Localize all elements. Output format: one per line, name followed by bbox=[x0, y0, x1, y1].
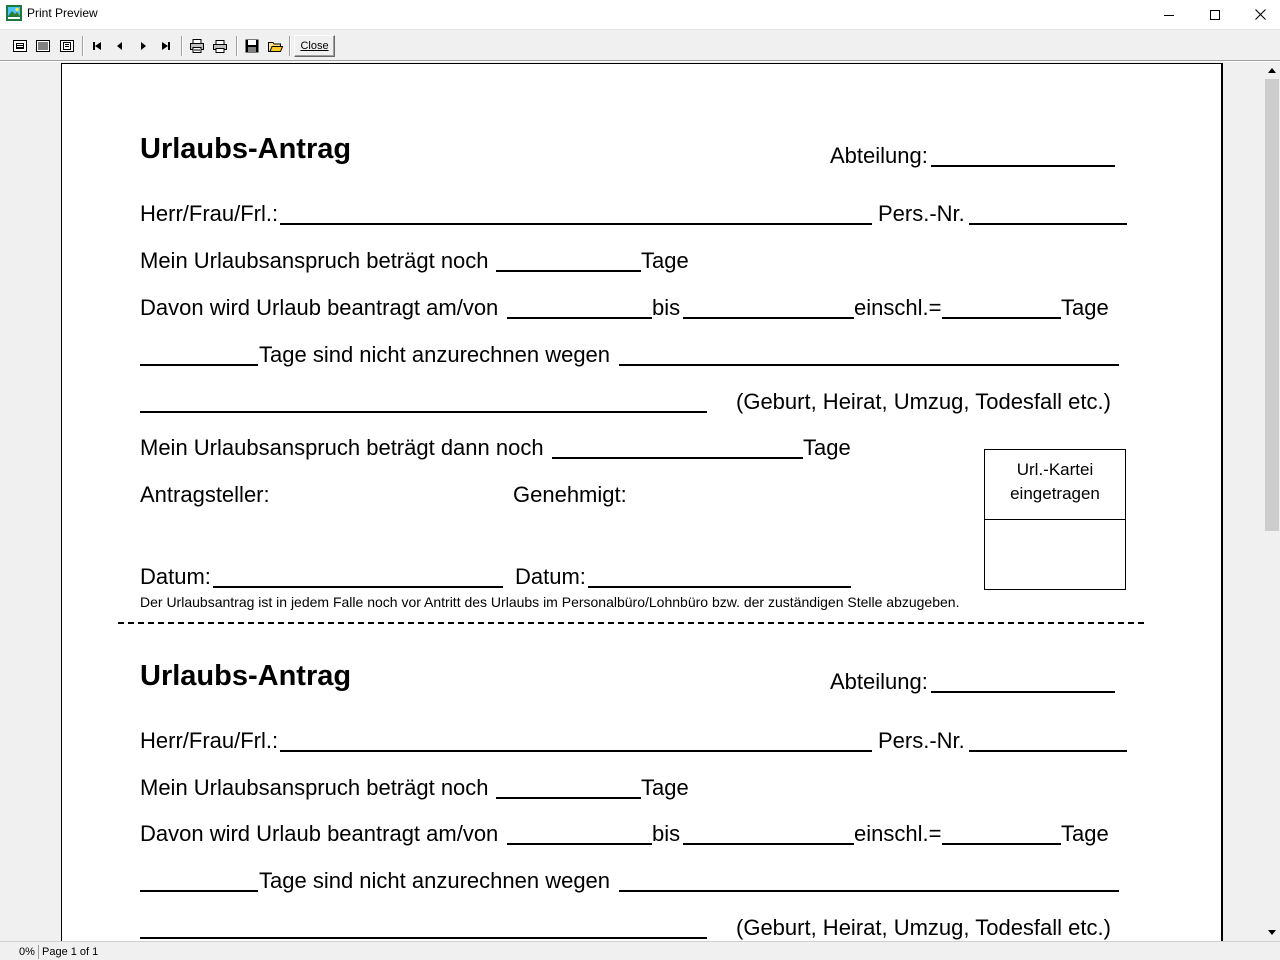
persnr-line bbox=[969, 750, 1127, 752]
persnr-label: Pers.-Nr. bbox=[878, 201, 965, 226]
von-line bbox=[507, 317, 652, 319]
datum-line bbox=[588, 586, 851, 588]
nicht-anzurechnen-days-line bbox=[140, 890, 258, 892]
persnr-label: Pers.-Nr. bbox=[878, 728, 965, 753]
first-page-button[interactable] bbox=[87, 37, 107, 55]
reason-line bbox=[140, 937, 707, 939]
wegen-line bbox=[619, 364, 1119, 366]
tage-label: Tage bbox=[1061, 295, 1109, 320]
abteilung-line bbox=[931, 691, 1115, 693]
page-indicator: Page 1 of 1 bbox=[42, 946, 99, 958]
abteilung-label: Abteilung: bbox=[830, 143, 928, 168]
anspruch-label: Mein Urlaubsanspruch beträgt noch bbox=[140, 775, 489, 800]
abteilung-line bbox=[931, 165, 1115, 167]
zoom-icon bbox=[59, 38, 75, 54]
anspruch-line bbox=[496, 797, 641, 799]
reasons-hint: (Geburt, Heirat, Umzug, Todesfall etc.) bbox=[736, 389, 1111, 414]
anspruch-dann-label: Mein Urlaubsanspruch beträgt dann noch bbox=[140, 435, 544, 460]
print-preview-app-icon bbox=[6, 5, 22, 21]
antragsteller-label: Antragsteller: bbox=[140, 482, 270, 507]
kartei-label-line1: Url.-Kartei bbox=[1016, 460, 1094, 479]
beantragt-label: Davon wird Urlaub beantragt am/von bbox=[140, 295, 499, 320]
minimize-icon bbox=[1164, 10, 1174, 20]
nicht-anzurechnen-label: Tage sind nicht anzurechnen wegen bbox=[259, 342, 611, 367]
maximize-button[interactable] bbox=[1192, 0, 1238, 29]
window-close-button[interactable] bbox=[1237, 0, 1280, 29]
anspruch-label: Mein Urlaubsanspruch beträgt noch bbox=[140, 248, 489, 273]
name-label: Herr/Frau/Frl.: bbox=[140, 201, 279, 226]
tage-label: Tage bbox=[1061, 821, 1109, 846]
status-bar bbox=[0, 941, 1280, 960]
maximize-icon bbox=[1210, 10, 1220, 20]
name-line bbox=[280, 223, 872, 225]
save-icon bbox=[244, 38, 260, 54]
open-button[interactable] bbox=[265, 37, 285, 55]
cut-line bbox=[118, 622, 1144, 624]
chevron-up-icon bbox=[1268, 68, 1276, 73]
chevron-down-icon bbox=[1268, 930, 1276, 935]
anspruch-line bbox=[496, 270, 641, 272]
zoom-button[interactable] bbox=[57, 37, 77, 55]
open-icon bbox=[267, 38, 283, 54]
datum-label: Datum: bbox=[140, 564, 211, 589]
wegen-line bbox=[619, 890, 1119, 892]
submission-note: Der Urlaubsantrag ist in jedem Falle noch vor Antritt des Urlaubs im Personalbüro/Lohnbüro bzw. der zuständigen Stelle abzugeben. bbox=[140, 594, 960, 610]
print-button[interactable] bbox=[210, 37, 230, 55]
toolbar bbox=[0, 29, 1280, 61]
minimize-button[interactable] bbox=[1146, 0, 1192, 29]
next-page-icon bbox=[137, 40, 149, 52]
datum-line bbox=[213, 586, 503, 588]
kartei-label-line2: eingetragen bbox=[1010, 484, 1100, 503]
page-width-icon bbox=[12, 38, 28, 54]
print-icon bbox=[212, 38, 228, 54]
einschl-label: einschl.= bbox=[854, 295, 942, 320]
bis-line bbox=[683, 843, 854, 845]
status-divider bbox=[38, 945, 39, 959]
preview-area bbox=[0, 62, 1264, 941]
scroll-down-button[interactable] bbox=[1264, 924, 1280, 941]
bis-line bbox=[683, 317, 854, 319]
name-label: Herr/Frau/Frl.: bbox=[140, 728, 279, 753]
next-page-button[interactable] bbox=[133, 37, 153, 55]
close-icon bbox=[1255, 9, 1266, 20]
abteilung-label: Abteilung: bbox=[830, 669, 928, 694]
einschl-line bbox=[942, 843, 1061, 845]
previous-page-button[interactable] bbox=[110, 37, 130, 55]
name-line bbox=[280, 750, 872, 752]
bis-label: bis bbox=[652, 821, 681, 846]
kartei-divider bbox=[985, 519, 1125, 520]
full-page-icon bbox=[35, 38, 51, 54]
bis-label: bis bbox=[652, 295, 681, 320]
genehmigt-label: Genehmigt: bbox=[513, 482, 627, 507]
von-line bbox=[507, 843, 652, 845]
scrollbar-thumb[interactable] bbox=[1265, 79, 1279, 531]
vertical-scrollbar[interactable] bbox=[1264, 62, 1280, 941]
scroll-up-button[interactable] bbox=[1264, 62, 1280, 79]
kartei-box bbox=[984, 449, 1126, 590]
toolbar-separator bbox=[236, 36, 238, 56]
reasons-hint: (Geburt, Heirat, Umzug, Todesfall etc.) bbox=[736, 915, 1111, 940]
form-title: Urlaubs-Antrag bbox=[140, 133, 352, 165]
zoom-level: 0% bbox=[19, 946, 35, 958]
close-preview-button[interactable]: Close bbox=[294, 35, 335, 57]
anspruch-dann-line bbox=[552, 457, 803, 459]
window-title: Print Preview bbox=[27, 6, 98, 20]
reason-line bbox=[140, 411, 707, 413]
nicht-anzurechnen-days-line bbox=[140, 364, 258, 366]
last-page-icon bbox=[160, 40, 172, 52]
preview-page bbox=[61, 63, 1223, 941]
tage-label: Tage bbox=[641, 775, 689, 800]
toolbar-separator bbox=[82, 36, 84, 56]
full-page-button[interactable] bbox=[33, 37, 53, 55]
form-title: Urlaubs-Antrag bbox=[140, 660, 352, 692]
print-setup-button[interactable] bbox=[187, 37, 207, 55]
toolbar-separator bbox=[289, 36, 291, 56]
einschl-line bbox=[942, 317, 1061, 319]
tage-label: Tage bbox=[641, 248, 689, 273]
first-page-icon bbox=[91, 40, 103, 52]
last-page-button[interactable] bbox=[156, 37, 176, 55]
datum-label: Datum: bbox=[515, 564, 586, 589]
beantragt-label: Davon wird Urlaub beantragt am/von bbox=[140, 821, 499, 846]
print-setup-icon bbox=[189, 38, 205, 54]
nicht-anzurechnen-label: Tage sind nicht anzurechnen wegen bbox=[259, 868, 611, 893]
persnr-line bbox=[969, 223, 1127, 225]
toolbar-separator bbox=[181, 36, 183, 56]
page-width-button[interactable] bbox=[10, 37, 30, 55]
einschl-label: einschl.= bbox=[854, 821, 942, 846]
save-button[interactable] bbox=[242, 37, 262, 55]
previous-page-icon bbox=[114, 40, 126, 52]
tage-label: Tage bbox=[803, 435, 851, 460]
title-bar bbox=[0, 0, 1280, 29]
